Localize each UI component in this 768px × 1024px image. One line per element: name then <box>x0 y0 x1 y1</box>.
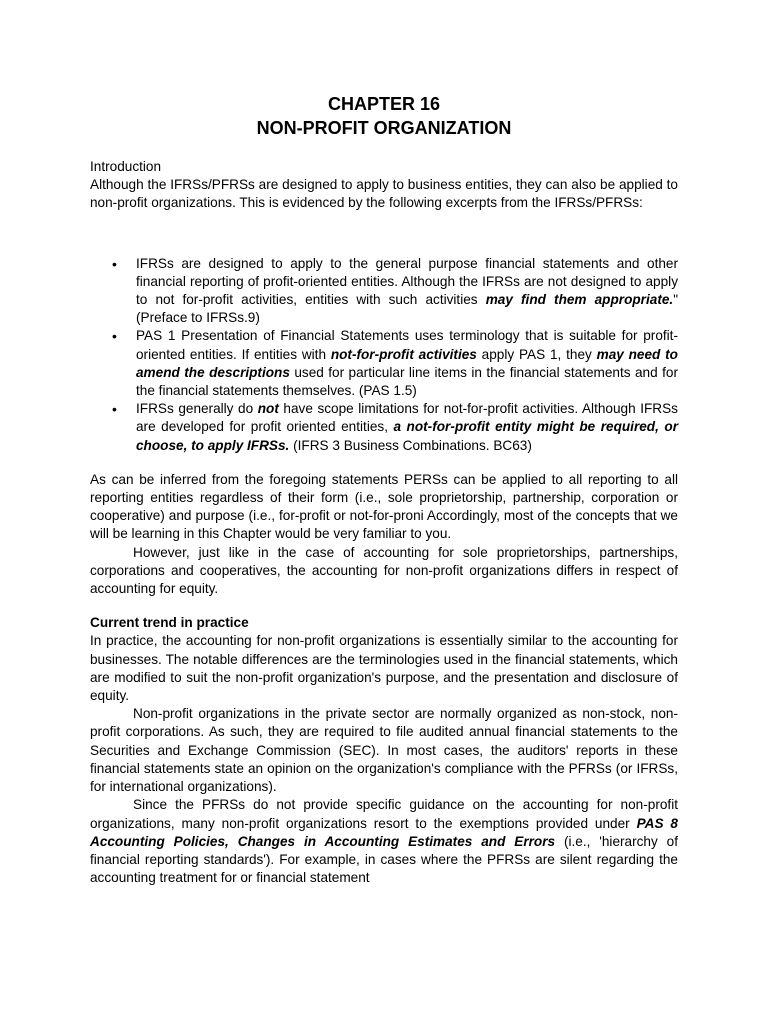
emphasis-text: PAS 8 Accounting Policies, Changes in Accounting Estimates and Errors <box>90 815 678 849</box>
paragraph-however: However, just like in the case of accounting for sole proprietorships, partnerships, corporations and cooperatives, the accounting for non-profit organizations differs in respect of accounting for equity. <box>90 544 678 597</box>
paragraph-inferred: As can be inferred from the foregoing statements PERSs can be applied to all reporting to all reporting entities regardless of their form (i.e., sole proprietorship, partnership, corporation or cooperative) and purpose (i.e., for-profit or not-for-proni Accordingly, most of the concepts that we will be learning in this Chapter would be very familiar to you. <box>90 471 678 542</box>
introduction-heading: Introduction <box>90 159 162 174</box>
current-trend-heading: Current trend in practice <box>90 615 249 631</box>
emphasis-text: may need to amend the descriptions <box>136 346 678 380</box>
chapter-title <box>0 92 768 140</box>
chapter-number: CHAPTER 16 <box>327 94 441 114</box>
introduction-text: Although the IFRSs/PFRSs are designed to apply to business entities, they can also be applied to non-profit organizations. This is evidenced by the following excerpts from the IFRSs/PFRSs: <box>90 177 678 211</box>
emphasis-text: a not-for-profit entity might be required, or choose, to apply IFRSs. <box>136 419 678 453</box>
emphasis-text: not-for-profit activities <box>330 346 477 362</box>
bullet-icon: • <box>112 401 117 418</box>
current-trend-paragraph-2: Non-profit organizations in the private sector are normally organized as non-stock, non-profit corporations. As such, they are required to file audited annual financial statements to the Securities and Exchange Commission (SEC). In most cases, the auditors' reports in these financial statements state an opinion on the organization's compliance with the PFRSs (or IFRSs, for international organizations). <box>90 706 678 795</box>
list-item: • IFRSs generally do not have scope limitations for not-for-profit activities. Although IFRSs are developed for profit oriented entities, a not-for-profit entity might be required, or choose, to apply IFRSs. (IFRS 3 Business Combinations. BC63) <box>112 401 678 453</box>
bullet-icon: • <box>112 255 117 272</box>
current-trend-paragraph-3: Since the PFRSs do not provide specific guidance on the accounting for non-profit organizations, many non-profit organizations resort to the exemptions provided under PAS 8 Accounting Policies, Changes in Accounting Estimates and Errors (i.e., 'hierarchy of financial reporting standards'). For example, in cases where the PFRSs are silent regarding the accounting treatment for or financial statement <box>90 797 678 886</box>
emphasis-text: not <box>257 401 279 417</box>
chapter-name: NON-PROFIT ORGANIZATION <box>256 118 512 138</box>
current-trend-paragraph-1: In practice, the accounting for non-profit organizations is essentially similar to the accounting for businesses. The notable differences are the terminologies used in the financial statements, which are modified to suit the non-profit organization's purpose, and the presentation and disclosure of equity. <box>90 633 678 704</box>
list-item: • PAS 1 Presentation of Financial Statements uses terminology that is suitable for profit-oriented entities. If entities with not-for-profit activities apply PAS 1, they may need to amend the descriptions used for particular line items in the financial statements and for the financial statements themselves. (PAS 1.5) <box>112 328 678 399</box>
document-body <box>90 158 678 887</box>
excerpt-list <box>90 255 678 455</box>
emphasis-text: may find them appropriate. <box>485 292 674 308</box>
list-item: • IFRSs are designed to apply to the general purpose financial statements and other financial reporting of profit-oriented entities. Although the IFRSs are not designed to apply to not for-profit activities, entities with such activities may find them appropriate." (Preface to IFRSs.9) <box>112 255 679 326</box>
bullet-icon: • <box>112 328 117 345</box>
